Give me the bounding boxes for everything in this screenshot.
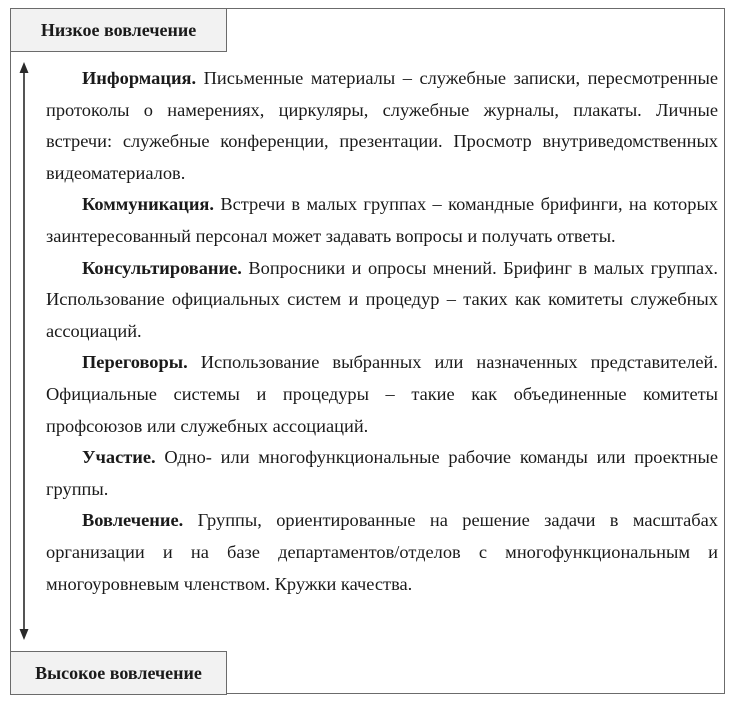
level-consulting xyxy=(46,253,718,348)
level-involvement xyxy=(46,505,718,600)
level-description: Группы, ориентированные на решение задачи в масштабах организации и на базе департаментов/отделов с многофункциональным и многоуровневым членством. Кружки качества. xyxy=(46,510,718,594)
level-communication xyxy=(46,189,718,252)
level-negotiation xyxy=(46,347,718,442)
double-arrow-icon xyxy=(17,62,31,640)
level-description: Одно- или многофункциональные рабочие команды или проектные группы. xyxy=(46,447,718,499)
level-term: Переговоры. xyxy=(82,352,188,373)
level-term: Вовлечение. xyxy=(82,510,184,531)
high-involvement-label: Высокое вовлечение xyxy=(10,651,227,695)
level-description: Использование выбранных или назначенных представителей. Официальные системы и процедуры – такие как объединенные комитеты профсоюзов или служебных ассоциаций. xyxy=(46,352,718,436)
level-information xyxy=(46,63,718,189)
involvement-levels-list xyxy=(46,63,718,600)
level-participation xyxy=(46,442,718,505)
level-description: Встречи в малых группах – командные брифинги, на которых заинтересованный персонал может задавать вопросы и получать ответы. xyxy=(46,194,718,246)
level-term: Участие. xyxy=(82,447,156,468)
level-term: Информация. xyxy=(82,68,197,88)
level-description: Письменные материалы – служебные записки, пересмотренные протоколы о намерениях, циркуляры, служебные журналы, плакаты. Личные встречи: служебные конференции, презентации. Просмотр внутриведомственных видеоматериалов. xyxy=(46,68,718,183)
level-term: Консультирование. xyxy=(82,257,242,278)
level-term: Коммуникация. xyxy=(82,194,214,215)
low-involvement-label: Низкое вовлечение xyxy=(10,8,227,52)
level-description: Вопросники и опросы мнений. Брифинг в малых группах. Использование официальных систем и процедур – таких как комитеты служебных ассоциаций. xyxy=(46,257,718,341)
